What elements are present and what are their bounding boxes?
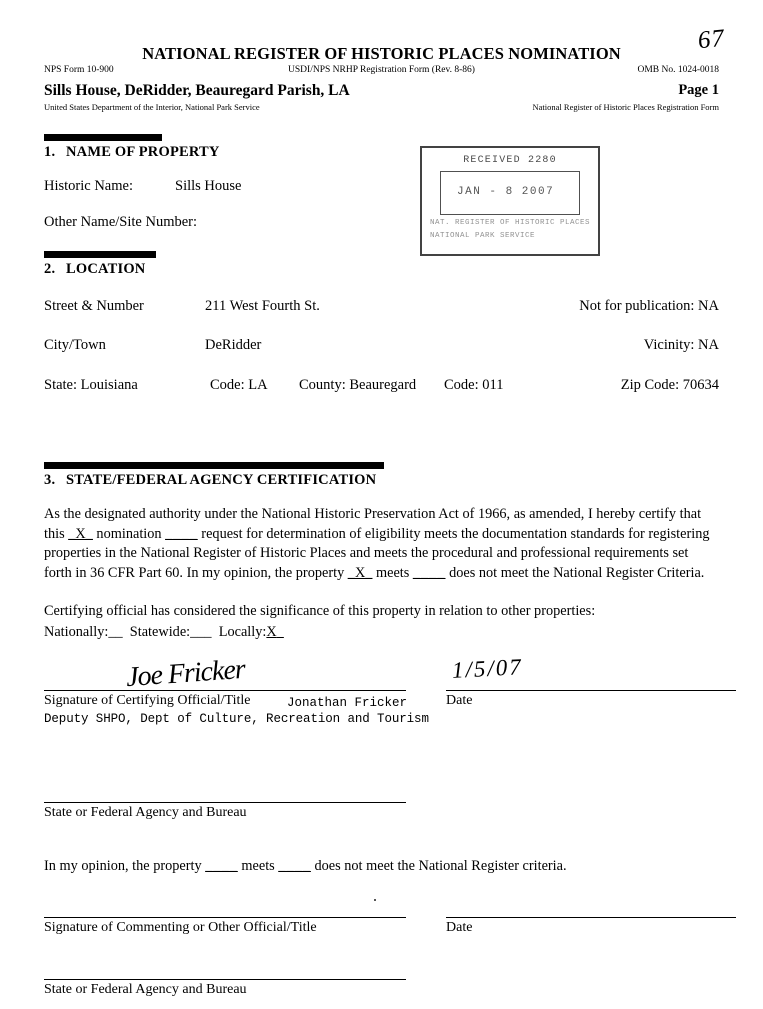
certifying-official-title: Deputy SHPO, Dept of Culture, Recreation and Tourism [44, 712, 429, 727]
certifying-signature-block [44, 654, 719, 776]
section-3 [44, 462, 719, 489]
county-value: County: Beauregard [299, 377, 417, 393]
page-label: Page 1 [678, 82, 719, 98]
date-handwritten: 1/5/07 [451, 654, 524, 684]
locally-label: Locally: [218, 623, 267, 640]
locally-mark: X [266, 623, 277, 640]
commenting-date-caption: Date [446, 920, 473, 936]
opinion-meets-blank: ____ [205, 858, 238, 875]
section-3-title: STATE/FEDERAL AGENCY CERTIFICATION [66, 472, 377, 488]
header-row-property [44, 82, 719, 101]
certifying-official-name: Jonathan Fricker [287, 696, 408, 711]
stamp-date: JAN - 8 2007 [457, 186, 555, 198]
agency-rule-2 [44, 979, 406, 980]
section-1-title: NAME OF PROPERTY [66, 144, 220, 160]
state-value: State: Louisiana [44, 377, 138, 393]
cert-text-b: nomination [92, 525, 166, 542]
historic-name-row [44, 178, 719, 197]
cert-text-a: As the designated authority under the National Historic Preservation Act of 1966, as amended, I hereby certify that this [44, 506, 702, 542]
section-2-heading [44, 261, 719, 278]
county-code: Code: 011 [444, 377, 504, 393]
statewide-field: Statewide:___ [129, 623, 212, 640]
city-row [44, 337, 719, 356]
stamp-footer-line-2: NATIONAL PARK SERVICE [430, 232, 536, 241]
commenting-signature-block [44, 917, 719, 947]
other-name-label: Other Name/Site Number: [44, 214, 198, 230]
other-name-row [44, 214, 719, 233]
street-label: Street & Number [44, 298, 144, 314]
historic-name-value: Sills House [175, 178, 242, 194]
opinion-notmeet-blank: ____ [278, 858, 311, 875]
stamp-footer-line-1: NAT. REGISTER OF HISTORIC PLACES [430, 219, 591, 227]
nationally-field: Nationally:__ [44, 623, 123, 640]
city-label: City/Town [44, 337, 106, 353]
date-caption: Date [446, 693, 473, 709]
section-3-bar [44, 462, 384, 469]
cert-text-d: meets [372, 565, 413, 582]
opinion-paragraph [44, 858, 719, 875]
signature-handwritten: Joe Fricker [125, 654, 246, 694]
section-2-bar [44, 251, 156, 258]
commenting-caption: Signature of Commenting or Other Official/Title [44, 920, 317, 936]
cert-notmeet-blank: ____ [412, 565, 446, 582]
locally-blank [277, 624, 284, 640]
section-2-title: LOCATION [66, 261, 146, 277]
omb-number: OMB No. 1024-0018 [637, 65, 719, 75]
section-2-number: 2. [44, 261, 56, 277]
significance-line-2 [44, 622, 719, 643]
section-3-heading [44, 472, 719, 489]
header-row-form-info [44, 65, 719, 78]
form-revision: USDI/NPS NRHP Registration Form (Rev. 8-86) [288, 65, 475, 75]
state-row [44, 377, 719, 396]
section-2 [44, 251, 719, 278]
historic-name-label: Historic Name: [44, 178, 133, 194]
agency-rule-1 [44, 802, 406, 803]
section-1 [44, 134, 719, 161]
opinion-text-b: meets [237, 858, 279, 875]
stray-mark [374, 899, 376, 901]
signature-rule-right [446, 690, 736, 691]
registration-form-line: National Register of Historic Places Registration Form [532, 102, 719, 112]
received-stamp [420, 146, 600, 256]
street-value: 211 West Fourth St. [205, 298, 320, 314]
section-3-number: 3. [44, 472, 56, 488]
street-row [44, 298, 719, 317]
stamp-received-label: RECEIVED 2280 [463, 155, 557, 166]
cert-text-c: request for determination of eligibility meets the documentation standards for registering properties in the National Register of Historic Places and meets the procedural and professional requirements set forth in 36 CFR Part 60. In my opinion, the property [44, 525, 710, 582]
header-row-dept [44, 102, 719, 116]
cert-nomination-mark: _X_ [68, 525, 93, 542]
commenting-rule-right [446, 917, 736, 918]
opinion-text-c: does not meet the National Register criteria. [310, 858, 567, 875]
stamp-date-box [440, 171, 580, 215]
page-title: NATIONAL REGISTER OF HISTORIC PLACES NOMINATION [142, 44, 621, 63]
section-1-bar [44, 134, 162, 141]
state-code: Code: LA [210, 377, 268, 393]
department-line: United States Department of the Interior, National Park Service [44, 102, 260, 112]
signature-caption: Signature of Certifying Official/Title [44, 693, 251, 709]
agency-caption-1: State or Federal Agency and Bureau [44, 805, 247, 821]
cert-request-blank: ____ [165, 525, 198, 542]
cert-meets-mark: _X_ [347, 565, 373, 582]
section-1-heading [44, 144, 719, 161]
significance-line-1: Certifying official has considered the significance of this property in relation to other properties: [44, 602, 596, 619]
vicinity: Vicinity: NA [643, 337, 719, 353]
certification-paragraph [44, 505, 719, 584]
form-number: NPS Form 10-900 [44, 65, 114, 75]
significance-paragraph [44, 601, 719, 642]
cert-text-e: does not meet the National Register Criteria. [445, 565, 705, 582]
opinion-text-a: In my opinion, the property [44, 858, 206, 875]
city-value: DeRidder [205, 337, 262, 353]
agency-caption-2: State or Federal Agency and Bureau [44, 982, 247, 998]
zip-code: Zip Code: 70634 [620, 377, 719, 393]
commenting-rule-left [44, 917, 406, 918]
agency-bureau-block-2 [44, 979, 719, 1009]
signature-rule-left [44, 690, 406, 691]
handwritten-page-number: 67 [696, 24, 727, 55]
not-for-publication: Not for publication: NA [579, 298, 719, 314]
section-1-number: 1. [44, 144, 56, 160]
agency-bureau-block-1 [44, 802, 719, 828]
property-line: Sills House, DeRidder, Beauregard Parish, LA [44, 82, 350, 99]
